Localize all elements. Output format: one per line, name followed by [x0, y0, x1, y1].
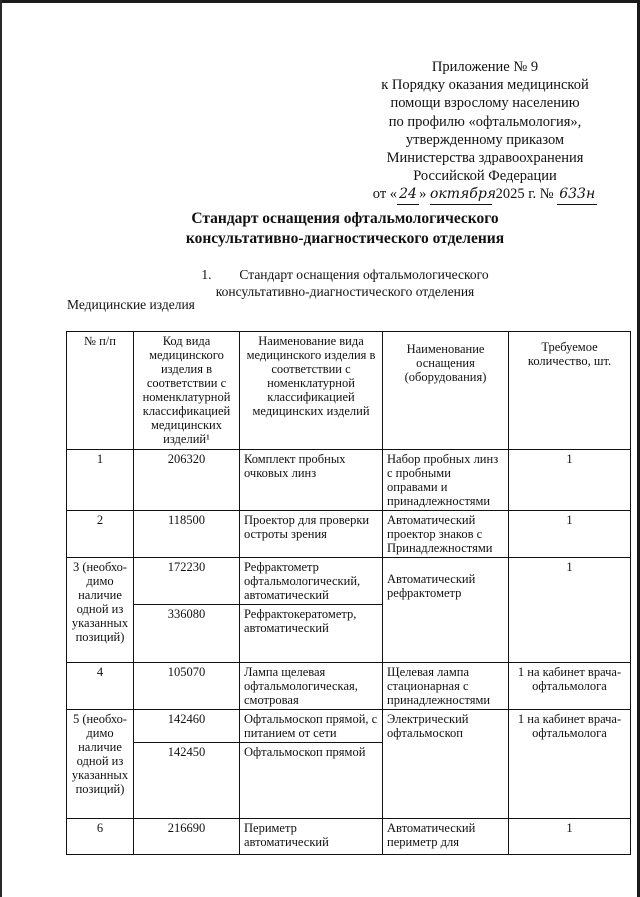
appendix-line: Российской Федерации: [413, 168, 557, 185]
row-quantity: 1 на кабинет врача-офтальмолога: [509, 663, 631, 710]
section-number: 1.: [201, 267, 212, 282]
row-quantity: 1: [509, 558, 631, 663]
row-name: Проектор для проверки остроты зрения: [240, 511, 383, 558]
appendix-line: по профилю «офтальмология»,: [388, 113, 582, 130]
table-row: [67, 663, 631, 710]
row-number: 6: [67, 819, 134, 855]
row-code: 105070: [134, 663, 240, 710]
date-mid: »: [419, 186, 427, 203]
subheading: Медицинские изделия: [67, 297, 195, 312]
row-quantity: 1 на кабинет врача-офтальмолога: [509, 710, 631, 819]
document-title: [60, 209, 630, 249]
date-day-handwritten: 24: [397, 185, 419, 204]
order-number-handwritten: 633н: [557, 185, 597, 204]
header-number: № п/п: [67, 332, 134, 450]
appendix-header: [360, 58, 610, 205]
section-heading: [60, 266, 630, 300]
table-row: [67, 819, 631, 855]
table-header-row: [67, 332, 631, 450]
title-line: консультативно-диагностического отделения: [185, 230, 505, 247]
appendix-line: помощи взрослому населению: [390, 95, 580, 112]
table-row: [67, 511, 631, 558]
equipment-table: [66, 331, 631, 855]
table-row: [67, 710, 631, 743]
date-year: 2025 г. №: [495, 186, 554, 203]
scan-border-top: [0, 0, 640, 3]
table-row: [67, 450, 631, 511]
appendix-line: утвержденному приказом: [405, 131, 565, 148]
row-equipment: Набор пробных линз с пробными оправами и принадлежностями: [383, 450, 509, 511]
header-equipment: Наименование оснащения (оборудования): [383, 332, 509, 450]
row-name: Лампа щелевая офтальмологическая, смотровая: [240, 663, 383, 710]
section-line: Стандарт оснащения офтальмологического: [239, 267, 489, 282]
section-line: консультативно-диагностического отделения: [215, 284, 475, 299]
appendix-line: Министерства здравоохранения: [386, 150, 584, 167]
row-equipment: Автоматический рефрактометр: [383, 558, 509, 663]
row-quantity: 1: [509, 450, 631, 511]
row-equipment: Автоматический периметр для: [383, 819, 509, 855]
row-code: 336080: [134, 605, 240, 663]
row-quantity: 1: [509, 819, 631, 855]
date-prefix: от «: [372, 186, 398, 203]
row-name: Периметр автоматический: [240, 819, 383, 855]
title-line: Стандарт оснащения офтальмологического: [191, 210, 499, 227]
date-month-handwritten: октября: [430, 185, 492, 204]
header-code: Код вида медицинского изделия в соответствии с номенклатурной классификацией медицинских изделий¹: [134, 332, 240, 450]
row-number: 5 (необхо-димо наличие одной из указанных позиций): [67, 710, 134, 819]
row-number: 2: [67, 511, 134, 558]
row-name: Рефрактометр офтальмологический, автоматический: [240, 558, 383, 605]
table-row: [67, 558, 631, 605]
row-code: 118500: [134, 511, 240, 558]
row-number: 3 (необхо-димо наличие одной из указанных позиций): [67, 558, 134, 663]
row-code: 142460: [134, 710, 240, 743]
row-equipment: Щелевая лампа стационарная с принадлежностями: [383, 663, 509, 710]
row-name: Офтальмоскоп прямой, с питанием от сети: [240, 710, 383, 743]
row-quantity: 1: [509, 511, 631, 558]
row-name: Комплект пробных очковых линз: [240, 450, 383, 511]
row-code: 216690: [134, 819, 240, 855]
order-date-line: [360, 185, 610, 204]
row-code: 172230: [134, 558, 240, 605]
row-equipment: Электрический офтальмоскоп: [383, 710, 509, 819]
scan-border-left: [0, 0, 2, 897]
header-name: Наименование вида медицинского изделия в соответствии с номенклатурной классификацией медицинских изделий: [240, 332, 383, 450]
appendix-line: к Порядку оказания медицинской: [381, 77, 589, 94]
row-code: 142450: [134, 743, 240, 819]
appendix-line: Приложение № 9: [431, 59, 539, 75]
row-number: 1: [67, 450, 134, 511]
row-code: 206320: [134, 450, 240, 511]
row-name: Офтальмоскоп прямой: [240, 743, 383, 819]
row-equipment: Автоматический проектор знаков с Принадлежностями: [383, 511, 509, 558]
row-number: 4: [67, 663, 134, 710]
header-quantity: Требуемое количество, шт.: [509, 332, 631, 450]
row-name: Рефрактокератометр, автоматический: [240, 605, 383, 663]
